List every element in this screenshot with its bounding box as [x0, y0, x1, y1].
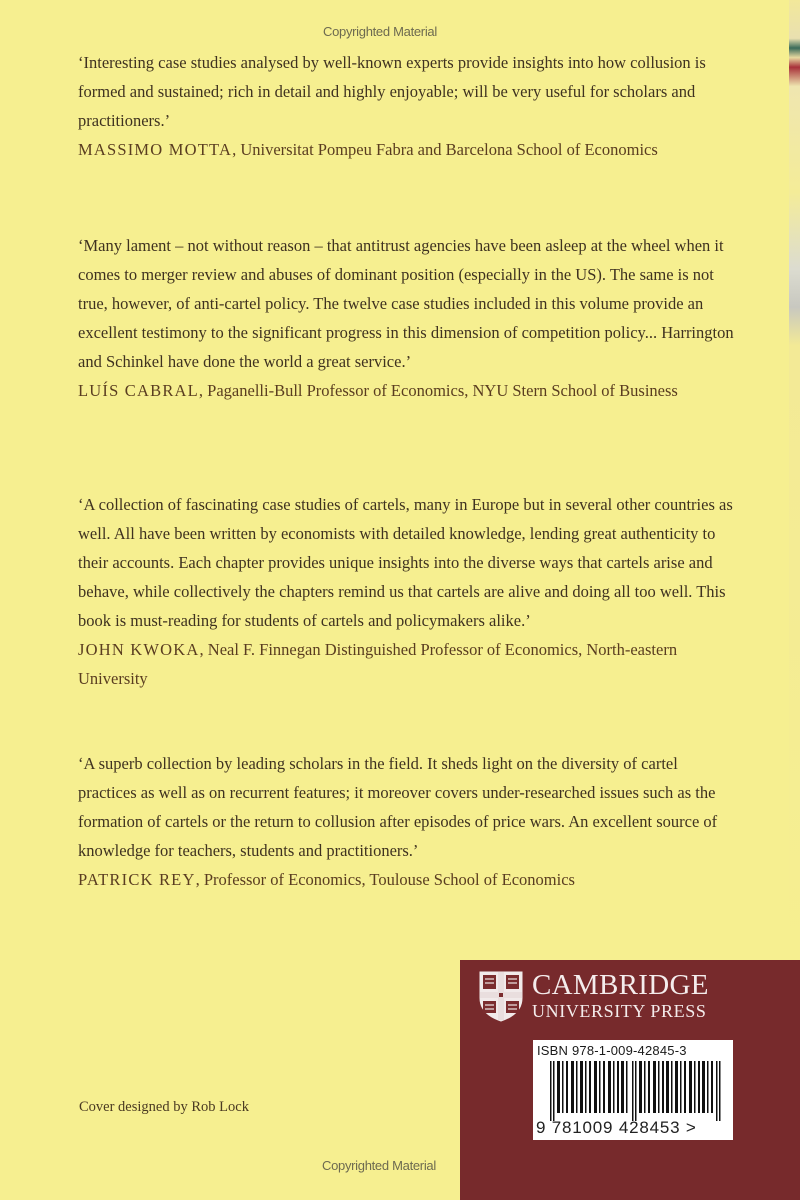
endorser-name: PATRICK REY: [78, 870, 196, 889]
isbn-barcode: [533, 1040, 733, 1140]
endorser-name: LUÍS CABRAL: [78, 381, 199, 400]
publisher-subtitle: UNIVERSITY PRESS: [532, 1001, 707, 1021]
endorsement-quote: ‘Interesting case studies analysed by well-known experts provide insights into how collusion is formed and sustained; rich in detail and highly enjoyable; will be very useful for scholars and practitioners.’: [78, 53, 706, 130]
endorser-affiliation: , Neal F. Finnegan Distinguished Professor of Economics, North-eastern University: [78, 640, 678, 688]
isbn-label: ISBN 978-1-009-42845-3: [537, 1043, 687, 1058]
endorsement-attribution: [78, 635, 738, 693]
endorser-name: JOHN KWOKA: [78, 640, 200, 659]
endorsement-quote: ‘A superb collection by leading scholars in the field. It sheds light on the diversity of cartel practices as well as on recurrent features; it moreover covers under-researched issues such as the formation of cartels or the return to collusion after episodes of price wars. An excellent source of knowledge for teachers, students and practitioners.’: [78, 754, 718, 860]
endorser-affiliation: , Universitat Pompeu Fabra and Barcelona School of Economics: [232, 140, 658, 159]
publisher-panel: [460, 960, 800, 1200]
endorsement-attribution: [78, 376, 738, 405]
endorser-affiliation: , Professor of Economics, Toulouse School of Economics: [195, 870, 575, 889]
spine-edge-image: [789, 0, 800, 960]
copyright-watermark-bottom: Copyrighted Material: [322, 1158, 436, 1173]
endorsement-quote: ‘A collection of fascinating case studies of cartels, many in Europe but in several other countries as well. All have been written by economists with detailed knowledge, lending great authenticity to their accounts. Each chapter provides unique insights into the diverse ways that cartels arise and behave, while collectively the chapters remind us that cartels are alive and doing all too well. This book is must-reading for students of cartels and policymakers alike.’: [78, 495, 733, 630]
endorsement-quote: ‘Many lament – not without reason – that antitrust agencies have been asleep at the wheel when it comes to merger review and abuses of dominant position (especially in the US). The same is not true, however, of anti-cartel policy. The twelve case studies included in this volume provide an excellent testimony to the significant progress in this dimension of competition policy... Harrington and Schinkel have done the world a great service.’: [78, 236, 734, 371]
publisher-name: CAMBRIDGE: [532, 969, 709, 1001]
copyright-watermark-top: Copyrighted Material: [323, 24, 437, 39]
endorsement-rey: [78, 749, 738, 894]
endorser-name: MASSIMO MOTTA: [78, 140, 233, 159]
endorsement-motta: [78, 48, 738, 164]
barcode-digits: 9 781009 428453 >: [536, 1118, 697, 1137]
barcode-bars: [550, 1061, 726, 1121]
cambridge-shield-icon: [478, 970, 524, 1022]
endorsement-attribution: [78, 865, 738, 894]
endorsement-cabral: [78, 231, 738, 405]
endorsement-attribution: [78, 135, 738, 164]
endorser-affiliation: , Paganelli-Bull Professor of Economics, NYU Stern School of Business: [198, 381, 678, 400]
publisher-logo: [478, 970, 709, 1022]
cover-design-credit: Cover designed by Rob Lock: [79, 1099, 249, 1115]
endorsement-kwoka: [78, 490, 738, 693]
